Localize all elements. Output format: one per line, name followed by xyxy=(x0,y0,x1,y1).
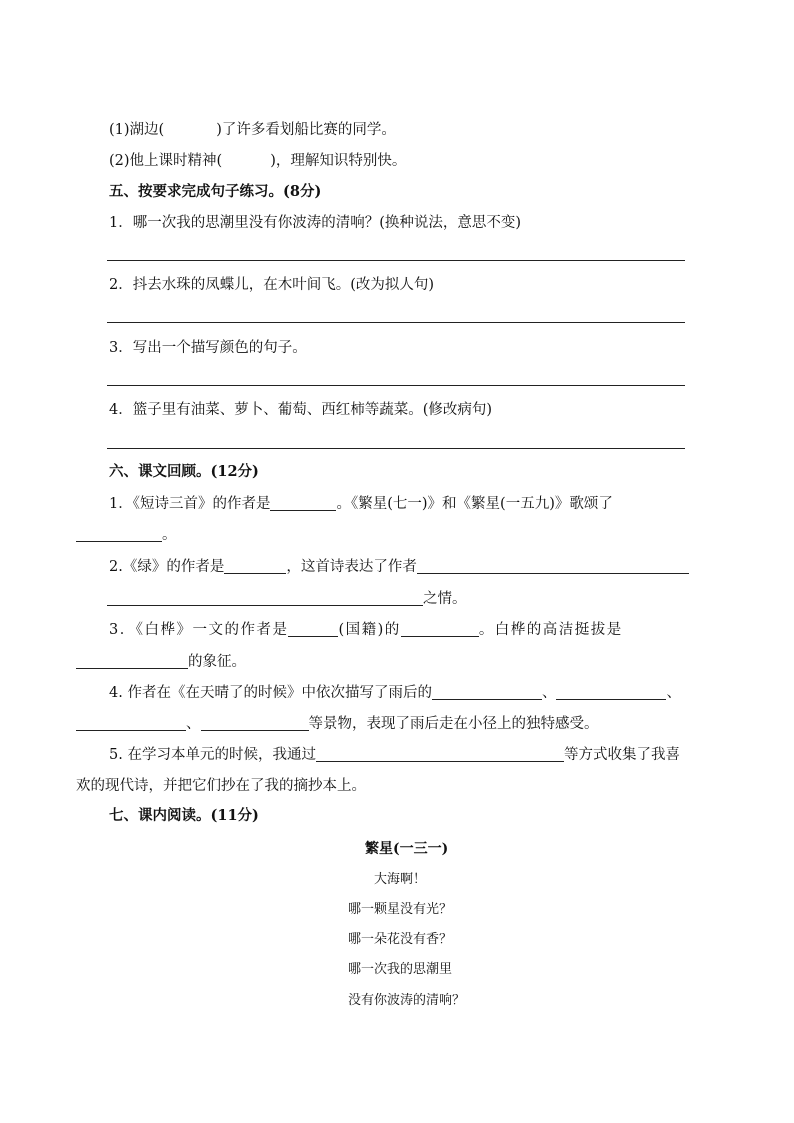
answer-blank[interactable] xyxy=(432,684,542,700)
section6-heading: 六、课文回顾。(12分) xyxy=(109,463,259,480)
section5-q4: 4．篮子里有油菜、萝卜、葡萄、西红柿等蔬菜。(修改病句) xyxy=(109,402,493,418)
section6-q5-line1: 5. 在学习本单元的时候，我通过 等方式收集了我喜 xyxy=(109,747,680,763)
answer-blank[interactable] xyxy=(76,715,186,731)
section5-q2: 2．抖去水珠的凤蝶儿，在木叶间飞。(改为拟人句) xyxy=(109,277,435,293)
section5-heading: 五、按要求完成句子练习。(8分) xyxy=(109,183,322,200)
answer-blank[interactable] xyxy=(224,558,286,574)
answer-line[interactable] xyxy=(107,385,685,386)
section6-q4-line2: 、 等景物，表现了雨后走在小径上的独特感受。 xyxy=(76,714,599,734)
q4-item-2: (2)他上课时精神( )，理解知识特别快。 xyxy=(109,153,407,169)
answer-blank[interactable] xyxy=(401,621,479,637)
answer-line[interactable] xyxy=(107,448,685,449)
answer-blank[interactable] xyxy=(417,558,689,574)
poem-line: 没有你波涛的清响？ xyxy=(348,993,466,1008)
section5-q1: 1．哪一次我的思潮里没有你波涛的清响？(换种说法，意思不变) xyxy=(109,215,522,231)
section6-q2-line1: 2.《绿》的作者是 ，这首诗表达了作者 xyxy=(109,557,689,577)
section6-q5-line2: 欢的现代诗，并把它们抄在了我的摘抄本上。 xyxy=(76,778,366,794)
poem-title: 繁星(一三一) xyxy=(365,841,449,857)
section6-q3-line2: 的象征。 xyxy=(76,652,246,672)
section6-q1-line2: 。 xyxy=(76,525,177,545)
poem-line: 哪一颗星没有光？ xyxy=(348,902,453,917)
answer-blank[interactable] xyxy=(270,495,336,511)
answer-blank[interactable] xyxy=(76,526,162,542)
section7-heading: 七、课内阅读。(11分) xyxy=(109,807,259,824)
section6-q1-line1: 1．《短诗三首》的作者是 。《繁星(七一)》和《繁星(一五九)》歌颂了 xyxy=(109,496,613,512)
section6-q4-line1: 4. 作者在《在天晴了的时候》中依次描写了雨后的 、 、 xyxy=(109,685,681,701)
answer-blank[interactable] xyxy=(316,746,564,762)
section6-q2-line2: 之情。 xyxy=(107,589,467,609)
section5-q3: 3．写出一个描写颜色的句子。 xyxy=(109,340,307,356)
answer-blank[interactable] xyxy=(76,653,188,669)
answer-blank[interactable] xyxy=(288,621,338,637)
poem-line: 哪一朵花没有香？ xyxy=(348,932,453,947)
answer-blank[interactable] xyxy=(201,715,309,731)
poem-line: 哪一次我的思潮里 xyxy=(348,962,453,977)
section6-q3-line1: 3．《白桦》一文的作者是 (国籍)的 。白桦的高洁挺拔是 xyxy=(109,622,623,638)
answer-line[interactable] xyxy=(107,322,685,323)
q4-item-1: (1)湖边( )了许多看划船比赛的同学。 xyxy=(109,122,396,138)
answer-blank[interactable] xyxy=(107,590,423,606)
answer-line[interactable] xyxy=(107,260,685,261)
answer-blank[interactable] xyxy=(556,684,666,700)
poem-line: 大海啊！ xyxy=(374,872,427,887)
